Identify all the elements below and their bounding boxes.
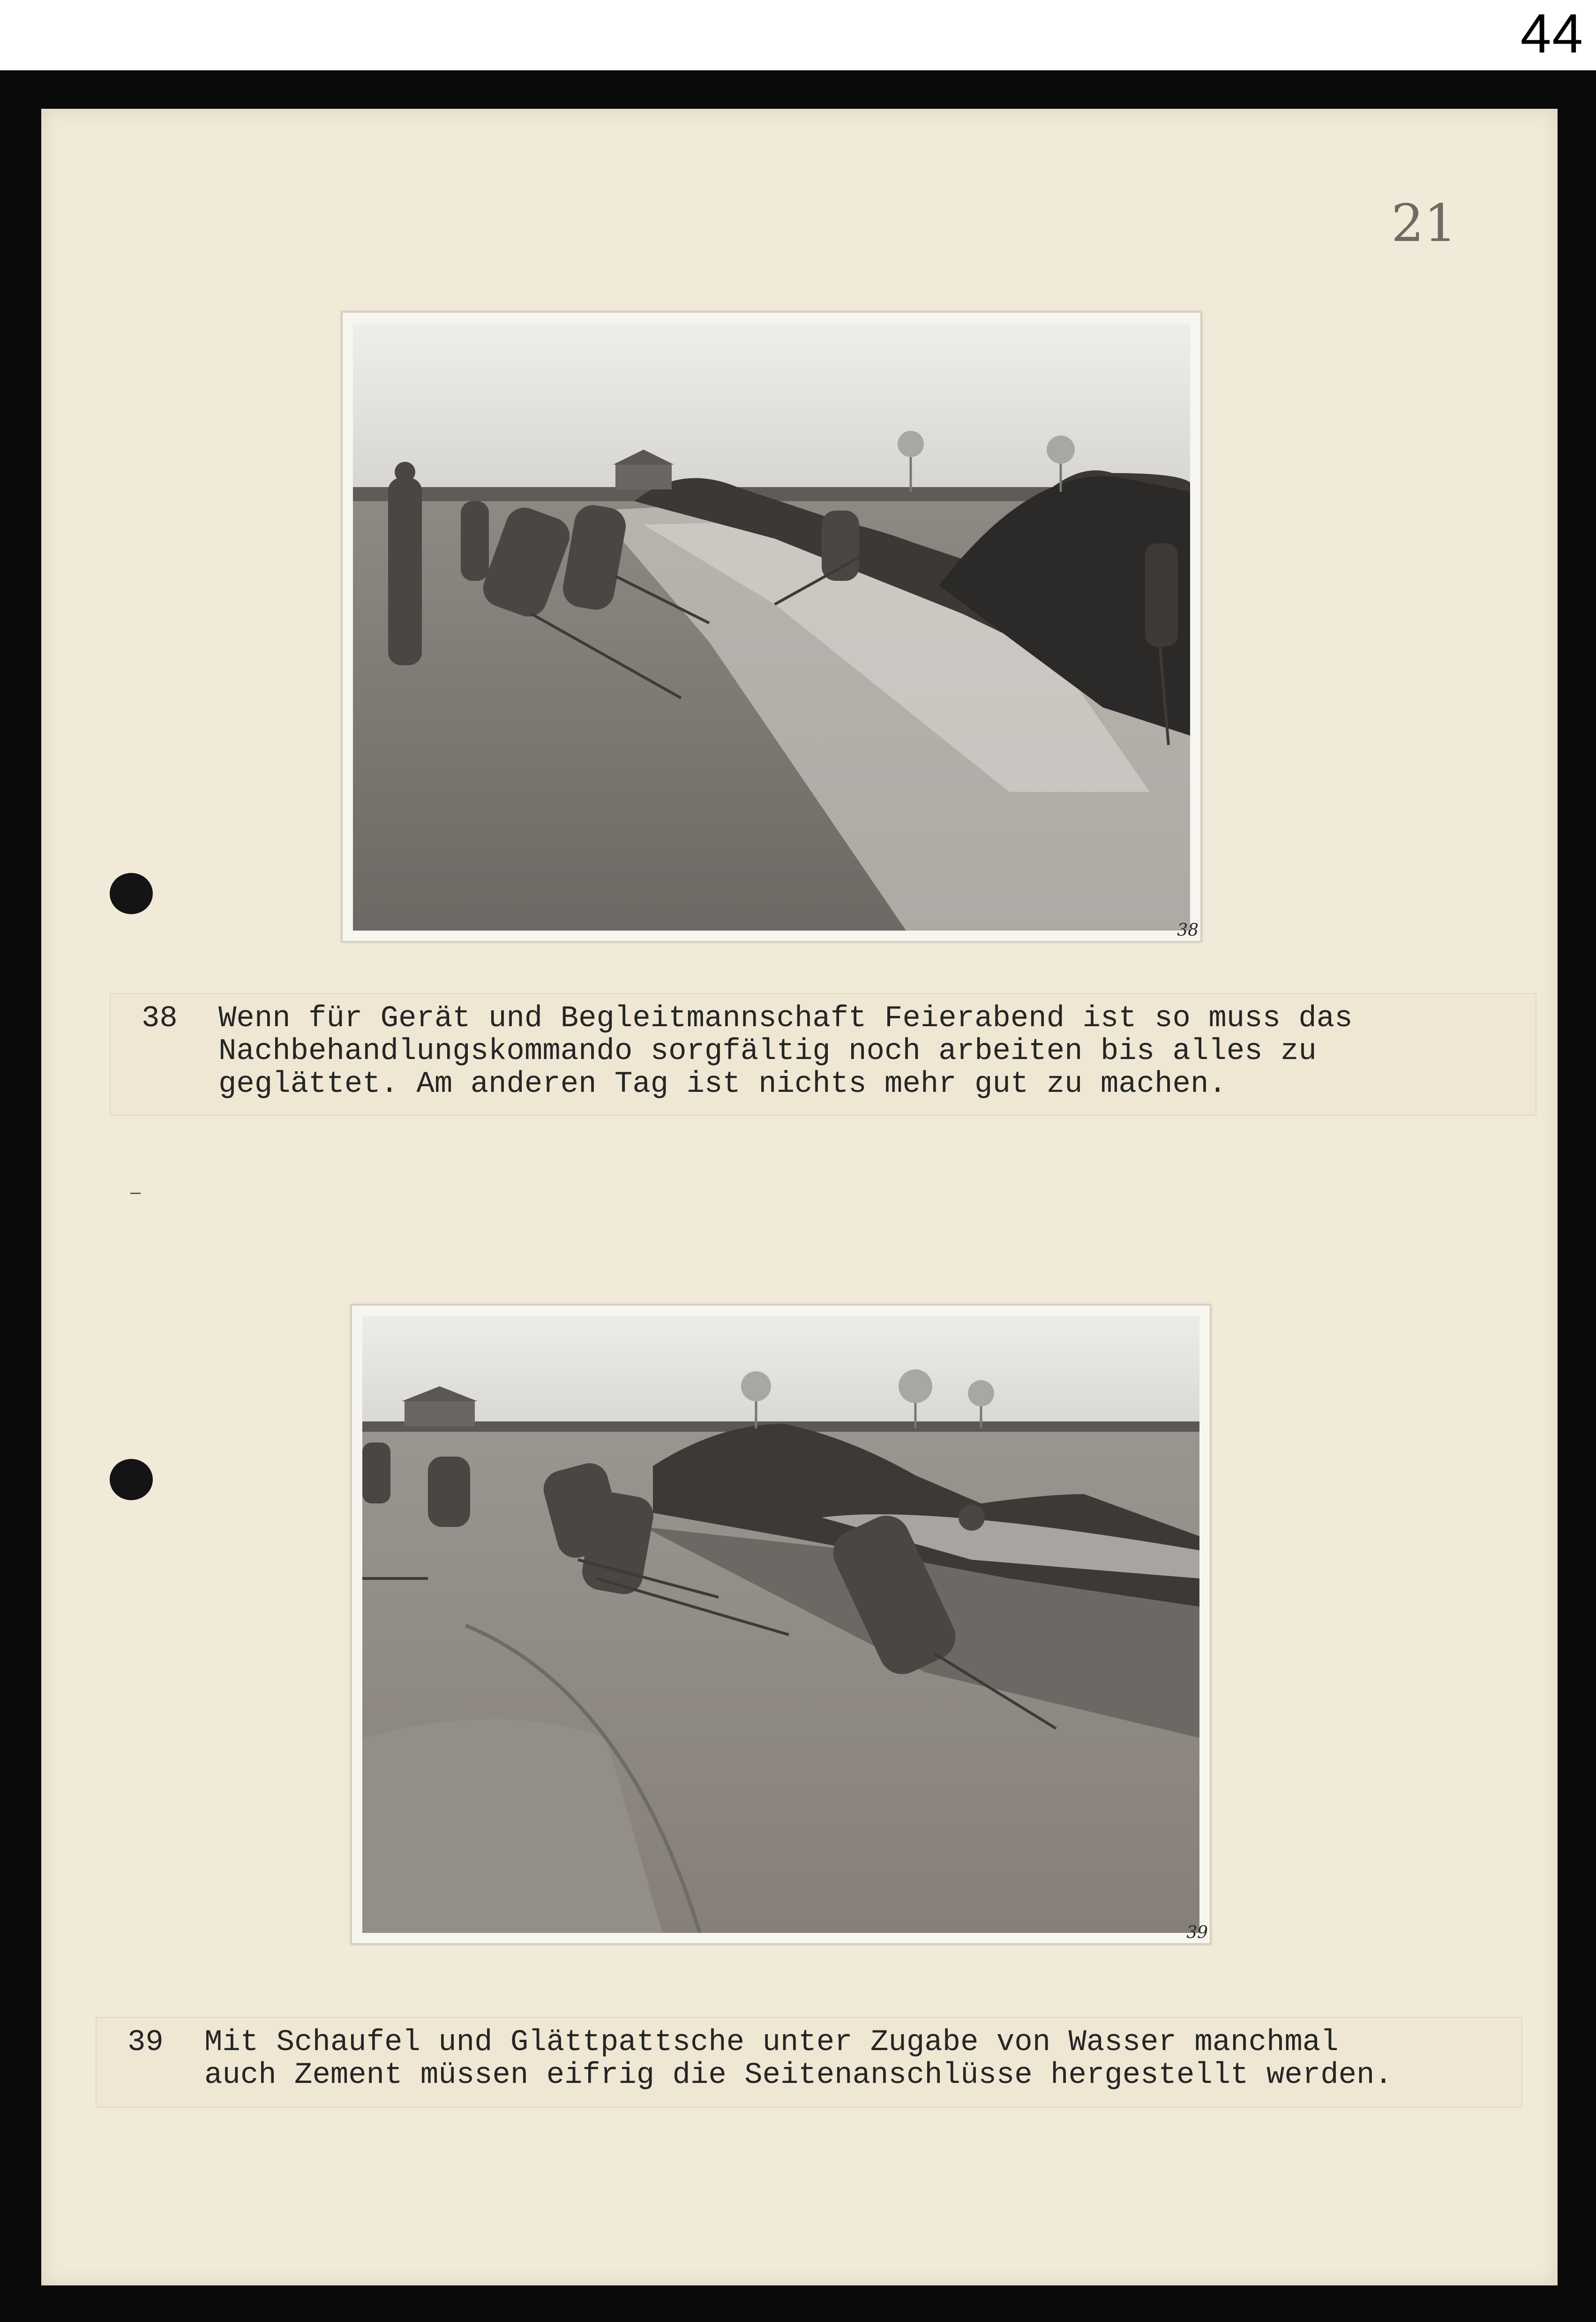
scan-number: 44 <box>1520 3 1584 65</box>
caption-38-line-3: geglättet. Am anderen Tag ist nichts mehr gut zu machen. <box>218 1067 1227 1101</box>
caption-38 <box>110 993 1536 1116</box>
page-number: 21 <box>1391 193 1457 253</box>
caption-38-line-2: Nachbehandlungskommando sorgfältig noch arbeiten bis alles zu <box>218 1035 1317 1068</box>
punch-hole-bottom <box>110 1459 153 1500</box>
album-page <box>41 109 1558 2285</box>
photo-39 <box>362 1316 1199 1933</box>
caption-39 <box>96 2017 1522 2108</box>
photo-38-mark: 38 <box>1177 921 1199 940</box>
caption-38-line-1: Wenn für Gerät und Begleitmannschaft Feierabend ist so muss das <box>218 1002 1353 1036</box>
punch-hole-top <box>110 873 153 914</box>
caption-39-number: 39 <box>127 2026 164 2059</box>
photo-38-mount <box>341 311 1202 942</box>
photo-39-mount <box>351 1304 1211 1945</box>
scan-header-strip <box>0 0 1596 70</box>
photo-38 <box>353 323 1190 931</box>
caption-39-line-2: auch Zement müssen eifrig die Seitenanschlüsse hergestellt werden. <box>204 2059 1393 2092</box>
margin-mark <box>130 1193 141 1194</box>
photo-38-image <box>353 323 1190 931</box>
caption-38-number: 38 <box>142 1002 178 1036</box>
caption-39-line-1: Mit Schaufel und Glättpattsche unter Zugabe von Wasser manchmal <box>204 2026 1339 2059</box>
photo-39-mark: 39 <box>1186 1923 1208 1942</box>
photo-39-image <box>362 1316 1199 1933</box>
